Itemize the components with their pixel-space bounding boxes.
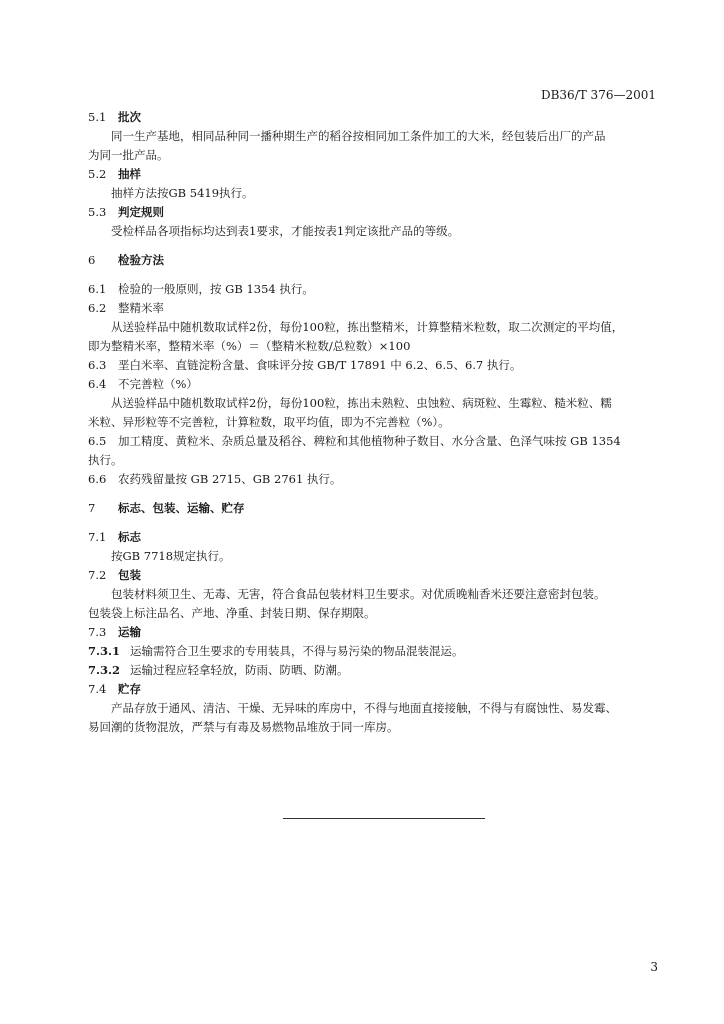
- section-7-4-paragraph: 产品存放于通风、清洁、干燥、无异味的库房中，不得与地面直接接触，不得与有腐蚀性、易发霉、: [111, 701, 617, 715]
- section-7-3-2: 7.3.2 运输过程应轻拿轻放，防雨、防晒、防潮。: [88, 663, 349, 677]
- section-6-4-heading: 6.4 不完善粒（%）: [88, 377, 198, 391]
- section-7-1-paragraph: 按GB 7718规定执行。: [111, 549, 231, 563]
- section-6-2-heading: 6.2 整精米率: [88, 301, 164, 315]
- section-6-2-paragraph: 从送验样品中随机数取试样2份，每份100粒，拣出整精米，计算整精米粒数，取二次测定的平均值，: [111, 320, 624, 334]
- section-6-4-paragraph-cont: 米粒、异形粒等不完善粒，计算粒数，取平均值，即为不完善粒（%）。: [88, 415, 450, 429]
- end-rule: [283, 818, 485, 819]
- section-6-2-formula: 即为整精米率，整精米率（%）＝（整精米粒数/总粒数）×100: [88, 339, 411, 353]
- section-6-4-paragraph: 从送验样品中随机数取试样2份，每份100粒，拣出未熟粒、虫蚀粒、病斑粒、生霉粒、糙米粒、糯: [111, 396, 612, 410]
- section-6-5-cont: 执行。: [88, 453, 123, 467]
- section-6-6: 6.6 农药残留量按 GB 2715、GB 2761 执行。: [88, 472, 342, 486]
- page-number: 3: [650, 960, 658, 974]
- section-5-3-paragraph: 受检样品各项指标均达到表1要求，才能按表1判定该批产品的等级。: [111, 224, 460, 238]
- section-7-1-heading: 7.1 标志: [88, 530, 141, 544]
- chapter-6-heading: 6 检验方法: [88, 253, 164, 267]
- section-5-1-paragraph-cont: 为同一批产品。: [88, 148, 169, 162]
- section-7-3-heading: 7.3 运输: [88, 625, 141, 639]
- section-7-4-paragraph-cont: 易回潮的货物混放，严禁与有毒及易燃物品堆放于同一库房。: [88, 720, 399, 734]
- section-7-3-1: 7.3.1 运输需符合卫生要求的专用装具，不得与易污染的物品混装混运。: [88, 644, 464, 658]
- section-7-2-paragraph: 包装材料须卫生、无毒、无害，符合食品包装材料卫生要求。对优质晚籼香米还要注意密封包装。: [111, 587, 606, 601]
- section-5-1-paragraph: 同一生产基地，相同品种同一播种期生产的稻谷按相同加工条件加工的大米，经包装后出厂的产品: [111, 129, 606, 143]
- section-5-2-heading: 5.2 抽样: [88, 167, 141, 181]
- section-6-1: 6.1 检验的一般原则，按 GB 1354 执行。: [88, 282, 314, 296]
- section-5-3-heading: 5.3 判定规则: [88, 205, 164, 219]
- chapter-7-heading: 7 标志、包装、运输、贮存: [88, 501, 245, 515]
- section-6-3: 6.3 垩白米率、直链淀粉含量、食味评分按 GB/T 17891 中 6.2、6.5、6.7 执行。: [88, 358, 522, 372]
- section-7-2-heading: 7.2 包装: [88, 568, 141, 582]
- section-5-2-paragraph: 抽样方法按GB 5419执行。: [111, 186, 254, 200]
- section-6-5: 6.5 加工精度、黄粒米、杂质总量及稻谷、稗粒和其他植物种子数目、水分含量、色泽气味按 GB 1354: [88, 434, 621, 448]
- section-7-2-paragraph-cont: 包装袋上标注品名、产地、净重、封装日期、保存期限。: [88, 606, 376, 620]
- section-5-1-heading: 5.1 批次: [88, 110, 141, 124]
- document-code: DB36/T 376—2001: [540, 88, 656, 102]
- section-7-4-heading: 7.4 贮存: [88, 682, 141, 696]
